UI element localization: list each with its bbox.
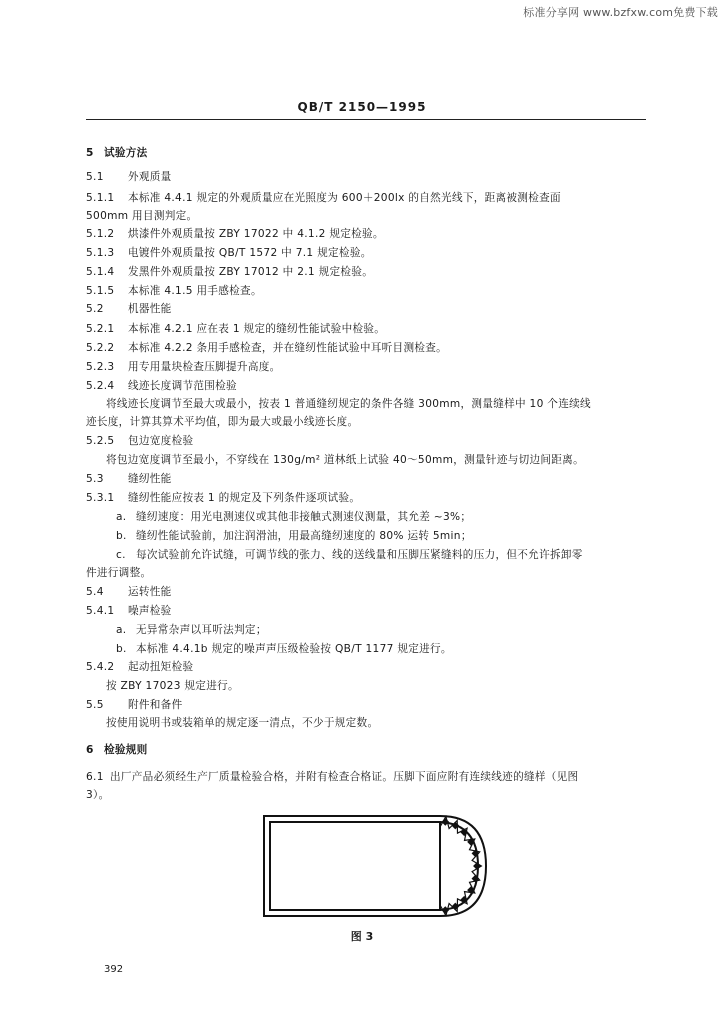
clause-line: 5.2.4 线迹长度调节范围检验: [86, 380, 237, 392]
standard-header: QB/T 2150—1995: [297, 100, 427, 114]
clause-line: 5.3.1 缝纫性能应按表 1 的规定及下列条件逐项试验。: [86, 492, 361, 504]
clause-line: 5.2.5 包边宽度检验: [86, 435, 194, 447]
clause-paragraph: 将包边宽度调节至最小，不穿线在 130g/m² 道林纸上试验 40～50mm，测量针迹与切边间距离。: [106, 454, 584, 466]
clause-line: 6.1 出厂产品必须经生产厂质量检验合格，并附有检查合格证。压脚下面应附有连续线迹的缝样（见图: [86, 771, 579, 783]
header-rule: [86, 119, 646, 120]
seam-sample-figure: [258, 812, 488, 922]
clause-line: 5.4.1 噪声检验: [86, 605, 172, 617]
subsection-heading: 5.1 外观质量: [86, 171, 172, 183]
clause-continuation: 件进行调整。: [86, 567, 152, 579]
fabric-outline: [264, 816, 486, 916]
clause-line: 5.1.5 本标准 4.1.5 用手感检查。: [86, 285, 262, 297]
subsection-heading: 5.2 机器性能: [86, 303, 172, 315]
clause-line: 5.1.2 烘漆件外观质量按 ZBY 17022 中 4.1.2 规定检验。: [86, 228, 384, 240]
clause-continuation: 迹长度，计算其算术平均值，即为最大或最小线迹长度。: [86, 416, 359, 428]
list-item: a. 无异常杂声以耳听法判定；: [116, 624, 267, 636]
clause-line: 5.4.2 起动扭矩检验: [86, 661, 194, 673]
clause-continuation: 3）。: [86, 789, 110, 801]
subsection-heading: 5.4 运转性能: [86, 586, 172, 598]
list-item: a. 缝纫速度：用光电测速仪或其他非接触式测速仪测量，其允差 ~3%；: [116, 511, 472, 523]
clause-paragraph: 按使用说明书或装箱单的规定逐一清点，不少于规定数。: [106, 717, 379, 729]
list-item: b. 缝纫性能试验前，加注润滑油，用最高缝纫速度的 80% 运转 5min；: [116, 530, 472, 542]
watermark: 标准分享网 www.bzfxw.com免费下载: [523, 6, 718, 19]
clause-line: 5.1.1 本标准 4.4.1 规定的外观质量应在光照度为 600＋200lx 的自然光线下，距离被测检查面: [86, 192, 561, 204]
clause-line: 5.2.3 用专用量块检查压脚提升高度。: [86, 361, 281, 373]
clause-line: 5.2.1 本标准 4.2.1 应在表 1 规定的缝纫性能试验中检验。: [86, 323, 386, 335]
section-heading: 5 试验方法: [86, 147, 148, 159]
overlock-stitch-pattern: [440, 817, 481, 916]
page-number: 392: [104, 964, 124, 975]
clause-line: 5.1.4 发黑件外观质量按 ZBY 17012 中 2.1 规定检验。: [86, 266, 374, 278]
clause-line: 5.2.2 本标准 4.2.2 条用手感检查，并在缝纫性能试验中耳听目测检查。: [86, 342, 448, 354]
clause-continuation: 500mm 用目测判定。: [86, 210, 198, 222]
clause-line: 5.1.3 电镀件外观质量按 QB/T 1572 中 7.1 规定检验。: [86, 247, 372, 259]
subsection-heading: 5.5 附件和备件: [86, 699, 183, 711]
subsection-heading: 5.3 缝纫性能: [86, 473, 172, 485]
figure-caption: 图 3: [350, 930, 374, 943]
list-item: b. 本标准 4.4.1b 规定的噪声声压级检验按 QB/T 1177 规定进行。: [116, 643, 452, 655]
list-item: c. 每次试验前允许试缝，可调节线的张力、线的送线量和压脚压紧缝料的压力，但不允许拆卸零: [116, 549, 583, 561]
section-heading: 6 检验规则: [86, 744, 148, 756]
clause-paragraph: 将线迹长度调节至最大或最小，按表 1 普通缝纫规定的条件各缝 300mm，测量缝样中 10 个连续线: [106, 398, 591, 410]
clause-paragraph: 按 ZBY 17023 规定进行。: [106, 680, 239, 692]
